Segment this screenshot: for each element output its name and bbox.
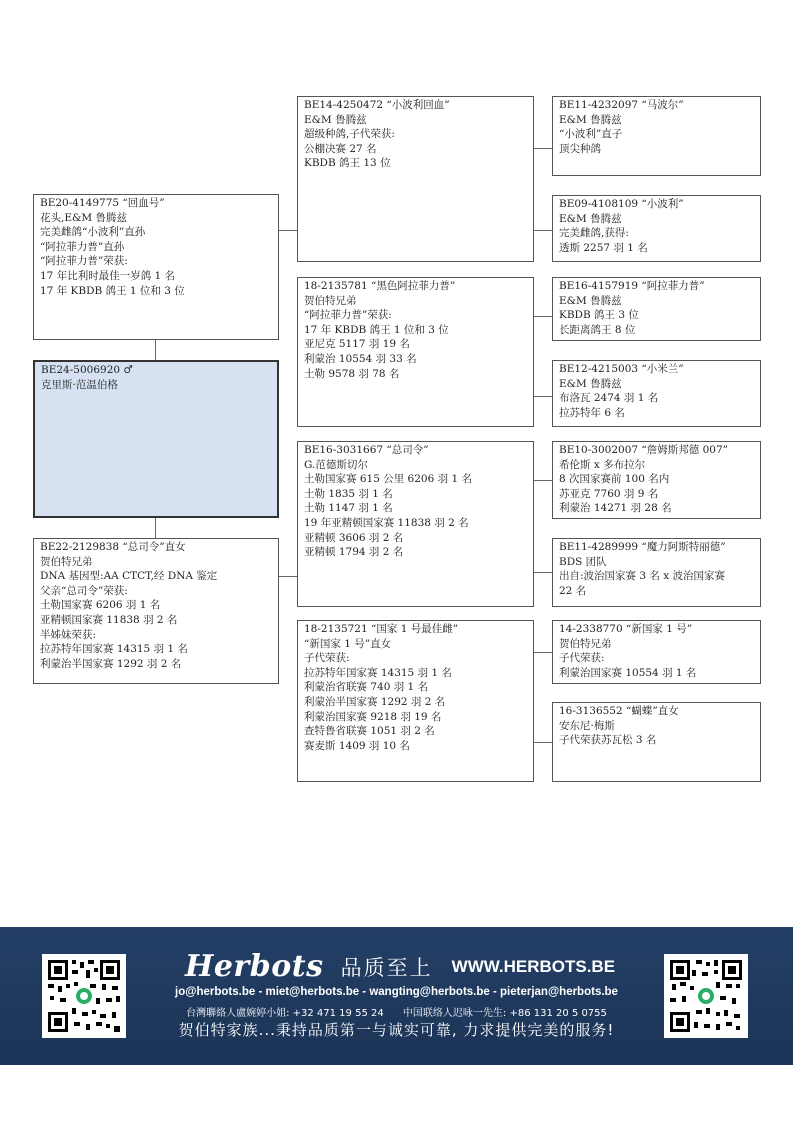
pigeon-detail-line: “新国家 1 号”直女 xyxy=(304,637,392,650)
pigeon-detail-line: 亚尼克 5117 羽 19 名 xyxy=(304,338,410,351)
pigeon-detail-line: 贺伯特兄弟 xyxy=(304,294,357,307)
pigeon-detail-line: 17 年比利时最佳一岁鸽 1 名 xyxy=(40,269,176,282)
pigeon-ring-name: BE14-4250472 “小波利回血” xyxy=(304,99,450,111)
pigeon-detail-line: 拉苏特年 6 名 xyxy=(559,406,625,419)
pigeon-detail-line: 利蒙治半国家赛 1292 羽 2 名 xyxy=(40,657,182,670)
pigeon-detail-line: 17 年 KBDB 鸽王 1 位和 3 位 xyxy=(40,284,185,297)
sire-card xyxy=(33,194,279,340)
wechat-qr-right-icon xyxy=(664,954,748,1038)
pigeon-detail-line: KBDB 鸽王 3 位 xyxy=(559,309,639,322)
pigeon-detail-line: 克里斯·范温伯格 xyxy=(41,378,118,391)
pigeon-ring-name: BE16-3031667 “总司令” xyxy=(304,444,429,456)
pigeon-detail-line: “小波利”直子 xyxy=(559,128,623,141)
pigeon-detail-line: 公棚决赛 27 名 xyxy=(304,142,377,155)
pigeon-detail-line: G.范德斯切尔 xyxy=(304,458,368,471)
pigeon-detail-line: 长距离鸽王 8 位 xyxy=(559,323,636,336)
pigeon-detail-line: 查特鲁省联赛 1051 羽 2 名 xyxy=(304,725,435,738)
pigeon-ring-name: 18-2135781 “黑色阿拉菲力普” xyxy=(304,280,456,292)
pigeon-detail-line: 土勒国家赛 615 公里 6206 羽 1 名 xyxy=(304,473,472,486)
pigeon-detail-line: E&M 鲁腾兹 xyxy=(559,212,622,225)
pigeon-ring-name: BE24-5006920 ♂ xyxy=(41,364,133,376)
website-link[interactable]: WWW.HERBOTS.BE xyxy=(451,956,616,976)
herbots-logo: Herbots xyxy=(185,949,324,984)
pigeon-detail-line: 超级种鸽,子代荣获: xyxy=(304,128,395,141)
pigeon-detail-line: 土勒 9578 羽 78 名 xyxy=(304,367,400,380)
pigeon-detail-line: 安东尼·梅斯 xyxy=(559,719,615,732)
pigeon-detail-line: E&M 鲁腾兹 xyxy=(304,113,367,126)
connector-ss2 xyxy=(534,230,552,231)
pigeon-detail-line: 完美雌鸽“小波利”直孙 xyxy=(40,226,146,239)
pigeon-ring-name: BE22-2129838 “总司令”直女 xyxy=(40,541,186,553)
pigeon-detail-line: 子代荣获: xyxy=(559,652,605,665)
pigeon-detail-line: 贺伯特兄弟 xyxy=(40,555,93,568)
pigeon-ring-name: 18-2135721 “国家 1 号最佳雌” xyxy=(304,623,459,635)
pigeon-detail-line: 拉苏特年国家赛 14315 羽 1 名 xyxy=(304,666,452,679)
pigeon-detail-line: 赛麦斯 1409 羽 10 名 xyxy=(304,739,410,752)
motto-text: 贺伯特家族...秉持品质第一与诚实可靠, 力求提供完美的服务! xyxy=(178,1021,615,1039)
sire-dam-card xyxy=(297,277,534,427)
connector-sd xyxy=(534,316,552,317)
pigeon-ring-name: 16-3136552 “蝴蝶”直女 xyxy=(559,705,679,717)
pigeon-detail-line: 花头,E&M 鲁腾兹 xyxy=(40,211,127,224)
ds-sire-card xyxy=(552,441,761,519)
qr-code-icon xyxy=(668,958,744,1034)
pigeon-detail-line: “阿拉菲力普”直孙 xyxy=(40,240,125,253)
pigeon-detail-line: 父亲“总司令”荣获: xyxy=(40,584,128,597)
pigeon-detail-line: 土勒 1835 羽 1 名 xyxy=(304,487,393,500)
brand-tagline: 品质至上 xyxy=(340,955,433,980)
pigeon-detail-line: BDS 团队 xyxy=(559,555,607,568)
connector-ds2 xyxy=(534,572,552,573)
contact-emails[interactable]: jo@herbots.be - miet@herbots.be - wangting@herbots.be - pieterjan@herbots.be xyxy=(175,986,618,998)
pigeon-detail-line: 子代荣获苏瓦松 3 名 xyxy=(559,734,657,747)
pigeon-detail-line: 透斯 2257 羽 1 名 xyxy=(559,241,648,254)
pigeon-detail-line: 拉苏特年国家赛 14315 羽 1 名 xyxy=(40,643,188,656)
pigeon-detail-line: 利蒙治 14271 羽 28 名 xyxy=(559,502,672,515)
pigeon-detail-line: 19 年亚精顿国家赛 11838 羽 2 名 xyxy=(304,516,469,529)
subject-card xyxy=(33,360,279,518)
pigeon-ring-name: BE10-3002007 “詹姆斯邦德 007” xyxy=(559,444,729,456)
pigeon-detail-line: 顶尖种鸽 xyxy=(559,142,601,155)
sd-dam-card xyxy=(552,360,761,427)
ss-sire-card xyxy=(552,96,761,176)
pigeon-detail-line: 布洛瓦 2474 羽 1 名 xyxy=(559,392,659,405)
pigeon-detail-line: 希伦斯 x 多布拉尔 xyxy=(559,458,646,471)
phone-china: 中国联络人迟咏一先生: +86 131 20 5 0755 xyxy=(402,1008,607,1019)
pigeon-detail-line: 17 年 KBDB 鸽王 1 位和 3 位 xyxy=(304,323,449,336)
connector-ds xyxy=(534,480,552,481)
pigeon-detail-line: “阿拉菲力普”荣获: xyxy=(304,309,392,322)
pigeon-detail-line: KBDB 鸽王 13 位 xyxy=(304,157,391,170)
pigeon-detail-line: 亚精顿国家赛 11838 羽 2 名 xyxy=(40,613,178,626)
pigeon-ring-name: BE09-4108109 “小波利” xyxy=(559,198,684,210)
sd-sire-card xyxy=(552,277,761,341)
connector-subject-dam xyxy=(155,518,156,538)
dd-dam-card xyxy=(552,702,761,782)
pigeon-detail-line: 出自:波治国家赛 3 名 x 波治国家赛 xyxy=(559,570,725,583)
pigeon-detail-line: 子代荣获: xyxy=(304,652,350,665)
pigeon-ring-name: BE20-4149775 “回血号” xyxy=(40,197,165,209)
footer-banner xyxy=(0,927,793,1065)
pigeon-ring-name: 14-2338770 “新国家 1 号” xyxy=(559,623,693,635)
pigeon-detail-line: E&M 鲁腾兹 xyxy=(559,294,622,307)
dam-dam-card xyxy=(297,620,534,782)
pigeon-detail-line: DNA 基因型:AA CTCT,经 DNA 鉴定 xyxy=(40,570,218,583)
pigeon-detail-line: E&M 鲁腾兹 xyxy=(559,113,622,126)
pigeon-detail-line: 土勒 1147 羽 1 名 xyxy=(304,502,393,515)
pigeon-detail-line: 土勒国家赛 6206 羽 1 名 xyxy=(40,599,161,612)
ss-dam-card xyxy=(552,195,761,262)
pigeon-detail-line: 亚精顿 1794 羽 2 名 xyxy=(304,546,404,559)
pigeon-ring-name: BE12-4215003 “小米兰” xyxy=(559,363,684,375)
dd-sire-card xyxy=(552,620,761,684)
pigeon-detail-line: “阿拉菲力普”荣获: xyxy=(40,255,128,268)
connector-dd2 xyxy=(534,742,552,743)
connector-dd xyxy=(534,652,552,653)
ds-dam-card xyxy=(552,538,761,607)
pigeon-detail-line: 8 次国家赛前 100 名内 xyxy=(559,473,670,486)
dam-card xyxy=(33,538,279,684)
pigeon-detail-line: E&M 鲁腾兹 xyxy=(559,377,622,390)
pigeon-detail-line: 利蒙治省联赛 740 羽 1 名 xyxy=(304,681,429,694)
connector-sire-subject xyxy=(155,340,156,360)
pigeon-ring-name: BE11-4232097 “马波尔” xyxy=(559,99,684,111)
phone-taiwan: 台灣聯絡人盧婉婷小姐: +32 471 19 55 24 xyxy=(186,1008,384,1019)
pigeon-ring-name: BE16-4157919 “阿拉菲力普” xyxy=(559,280,705,292)
connector-dam-parents xyxy=(279,576,297,577)
pigeon-detail-line: 苏亚克 7760 羽 9 名 xyxy=(559,487,659,500)
pigeon-detail-line: 完美雌鸽,获得: xyxy=(559,227,629,240)
pigeon-detail-line: 半姊妹荣获: xyxy=(40,628,97,641)
pigeon-detail-line: 亚精顿 3606 羽 2 名 xyxy=(304,531,404,544)
pigeon-ring-name: BE11-4289999 “魔力阿斯特丽德” xyxy=(559,541,726,553)
dam-sire-card xyxy=(297,441,534,607)
pigeon-detail-line: 利蒙治 10554 羽 33 名 xyxy=(304,352,417,365)
connector-sire-parents xyxy=(279,230,297,231)
pigeon-detail-line: 22 名 xyxy=(559,584,587,597)
pigeon-detail-line: 利蒙治国家赛 9218 羽 19 名 xyxy=(304,710,442,723)
brand-row xyxy=(185,949,615,987)
pigeon-detail-line: 利蒙治半国家赛 1292 羽 2 名 xyxy=(304,695,446,708)
connector-ss xyxy=(534,148,552,149)
pigeon-detail-line: 利蒙治国家赛 10554 羽 1 名 xyxy=(559,666,697,679)
pigeon-detail-line: 贺伯特兄弟 xyxy=(559,637,612,650)
sire-sire-card xyxy=(297,96,534,262)
connector-sd2 xyxy=(534,396,552,397)
